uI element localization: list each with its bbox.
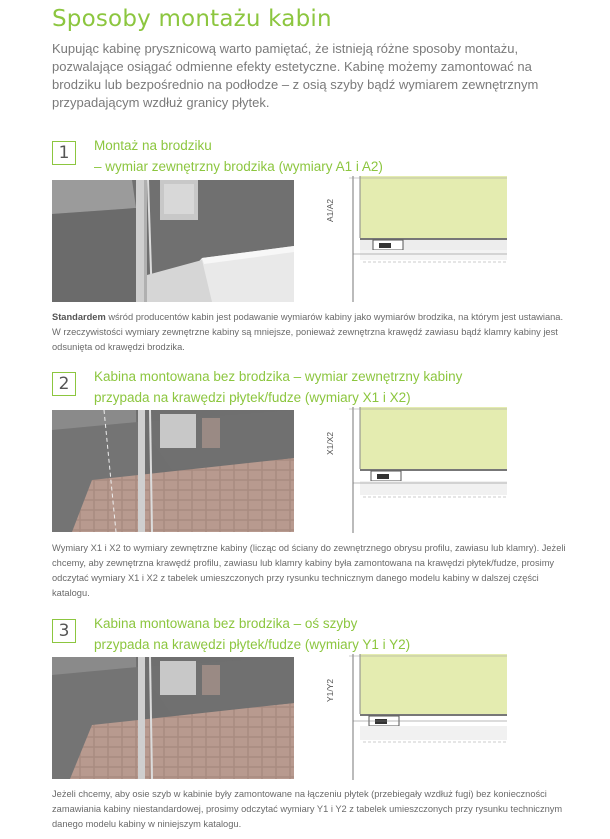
section-number-box bbox=[52, 372, 76, 396]
section-caption bbox=[52, 310, 572, 355]
caption-text: Wymiary X1 i X2 to wymiary zewnętrzne kabiny (licząc od ściany do zewnętrznego obrysu profilu, zawiasu lub klamry). Jeżeli chcemy, aby zewnętrzna krawędź profilu, zawiasu lub klamry kabiny była zamontowana na krawędzi płytek/fudze, prosimy odczytać wymiary X1 i X2 z tabelek umieszczonych przy rysunku technicznym danego modelu kabiny w dalszej części katalogu. bbox=[52, 543, 566, 598]
dimension-label: A1/A2 bbox=[325, 198, 335, 222]
glass-axis-photo bbox=[52, 657, 294, 779]
section-title-line1: Montaż na brodziku bbox=[94, 138, 212, 153]
dimension-label: Y1/Y2 bbox=[325, 678, 335, 702]
caption-bold: Standardem bbox=[52, 312, 106, 322]
section-title-line1: Kabina montowana bez brodzika – wymiar zewnętrzny kabiny bbox=[94, 369, 463, 384]
section-caption bbox=[52, 541, 572, 601]
intro-paragraph: Kupując kabinę prysznicową warto pamiętać, że istnieją różne sposoby montażu, pozwalające osiągać odmienne efekty estetyczne. Kabinę możemy zamontować na brodziku lub bezpośrednio na podłodze – z osią szyby bądź wymiarem zewnętrznym przypadającym wzdłuż granicy płytek. bbox=[52, 41, 539, 110]
section-title-line1: Kabina montowana bez brodzika – oś szyby bbox=[94, 616, 358, 631]
section-number: 1 bbox=[58, 143, 70, 163]
section-title bbox=[94, 366, 462, 408]
dimension-diagram-x bbox=[323, 407, 513, 535]
section-title bbox=[94, 135, 383, 177]
dimension-diagram-y bbox=[323, 654, 513, 782]
page-title: Sposoby montażu kabin bbox=[52, 6, 332, 32]
tiled-floor-photo bbox=[52, 410, 294, 532]
dimension-label: X1/X2 bbox=[325, 431, 335, 455]
section-title-line2: przypada na krawędzi płytek/fudze (wymiary X1 i X2) bbox=[94, 390, 411, 405]
dimension-diagram-a bbox=[323, 176, 513, 304]
section-number: 3 bbox=[58, 621, 70, 641]
caption-text: wśród producentów kabin jest podawanie wymiarów kabiny jako wymiarów brodzika, na którym jest ustawiana. W rzeczywistości wymiary zewnętrzne kabiny są mniejsze, ponieważ zewnętrzna krawędź zawiasu bądź klamry kabiny jest odsunięta od krawędzi brodzika. bbox=[52, 312, 564, 352]
section-caption bbox=[52, 787, 572, 832]
section-number: 2 bbox=[58, 374, 70, 394]
section-title-line2: – wymiar zewnętrzny brodzika (wymiary A1 i A2) bbox=[94, 159, 383, 174]
section-number-box bbox=[52, 619, 76, 643]
section-title bbox=[94, 613, 410, 655]
caption-text: Jeżeli chcemy, aby osie szyb w kabinie były zamontowane na łączeniu płytek (przebiegały wzdłuż fugi) bez konieczności zamawiania kabiny niestandardowej, prosimy odczytać wymiary Y1 i Y2 z tabelek umieszczonych przy rysunku technicznym danego modelu kabiny w niniejszym katalogu. bbox=[52, 789, 563, 829]
section-number-box bbox=[52, 141, 76, 165]
shower-tray-photo bbox=[52, 180, 294, 302]
section-title-line2: przypada na krawędzi płytek/fudze (wymiary Y1 i Y2) bbox=[94, 637, 411, 652]
